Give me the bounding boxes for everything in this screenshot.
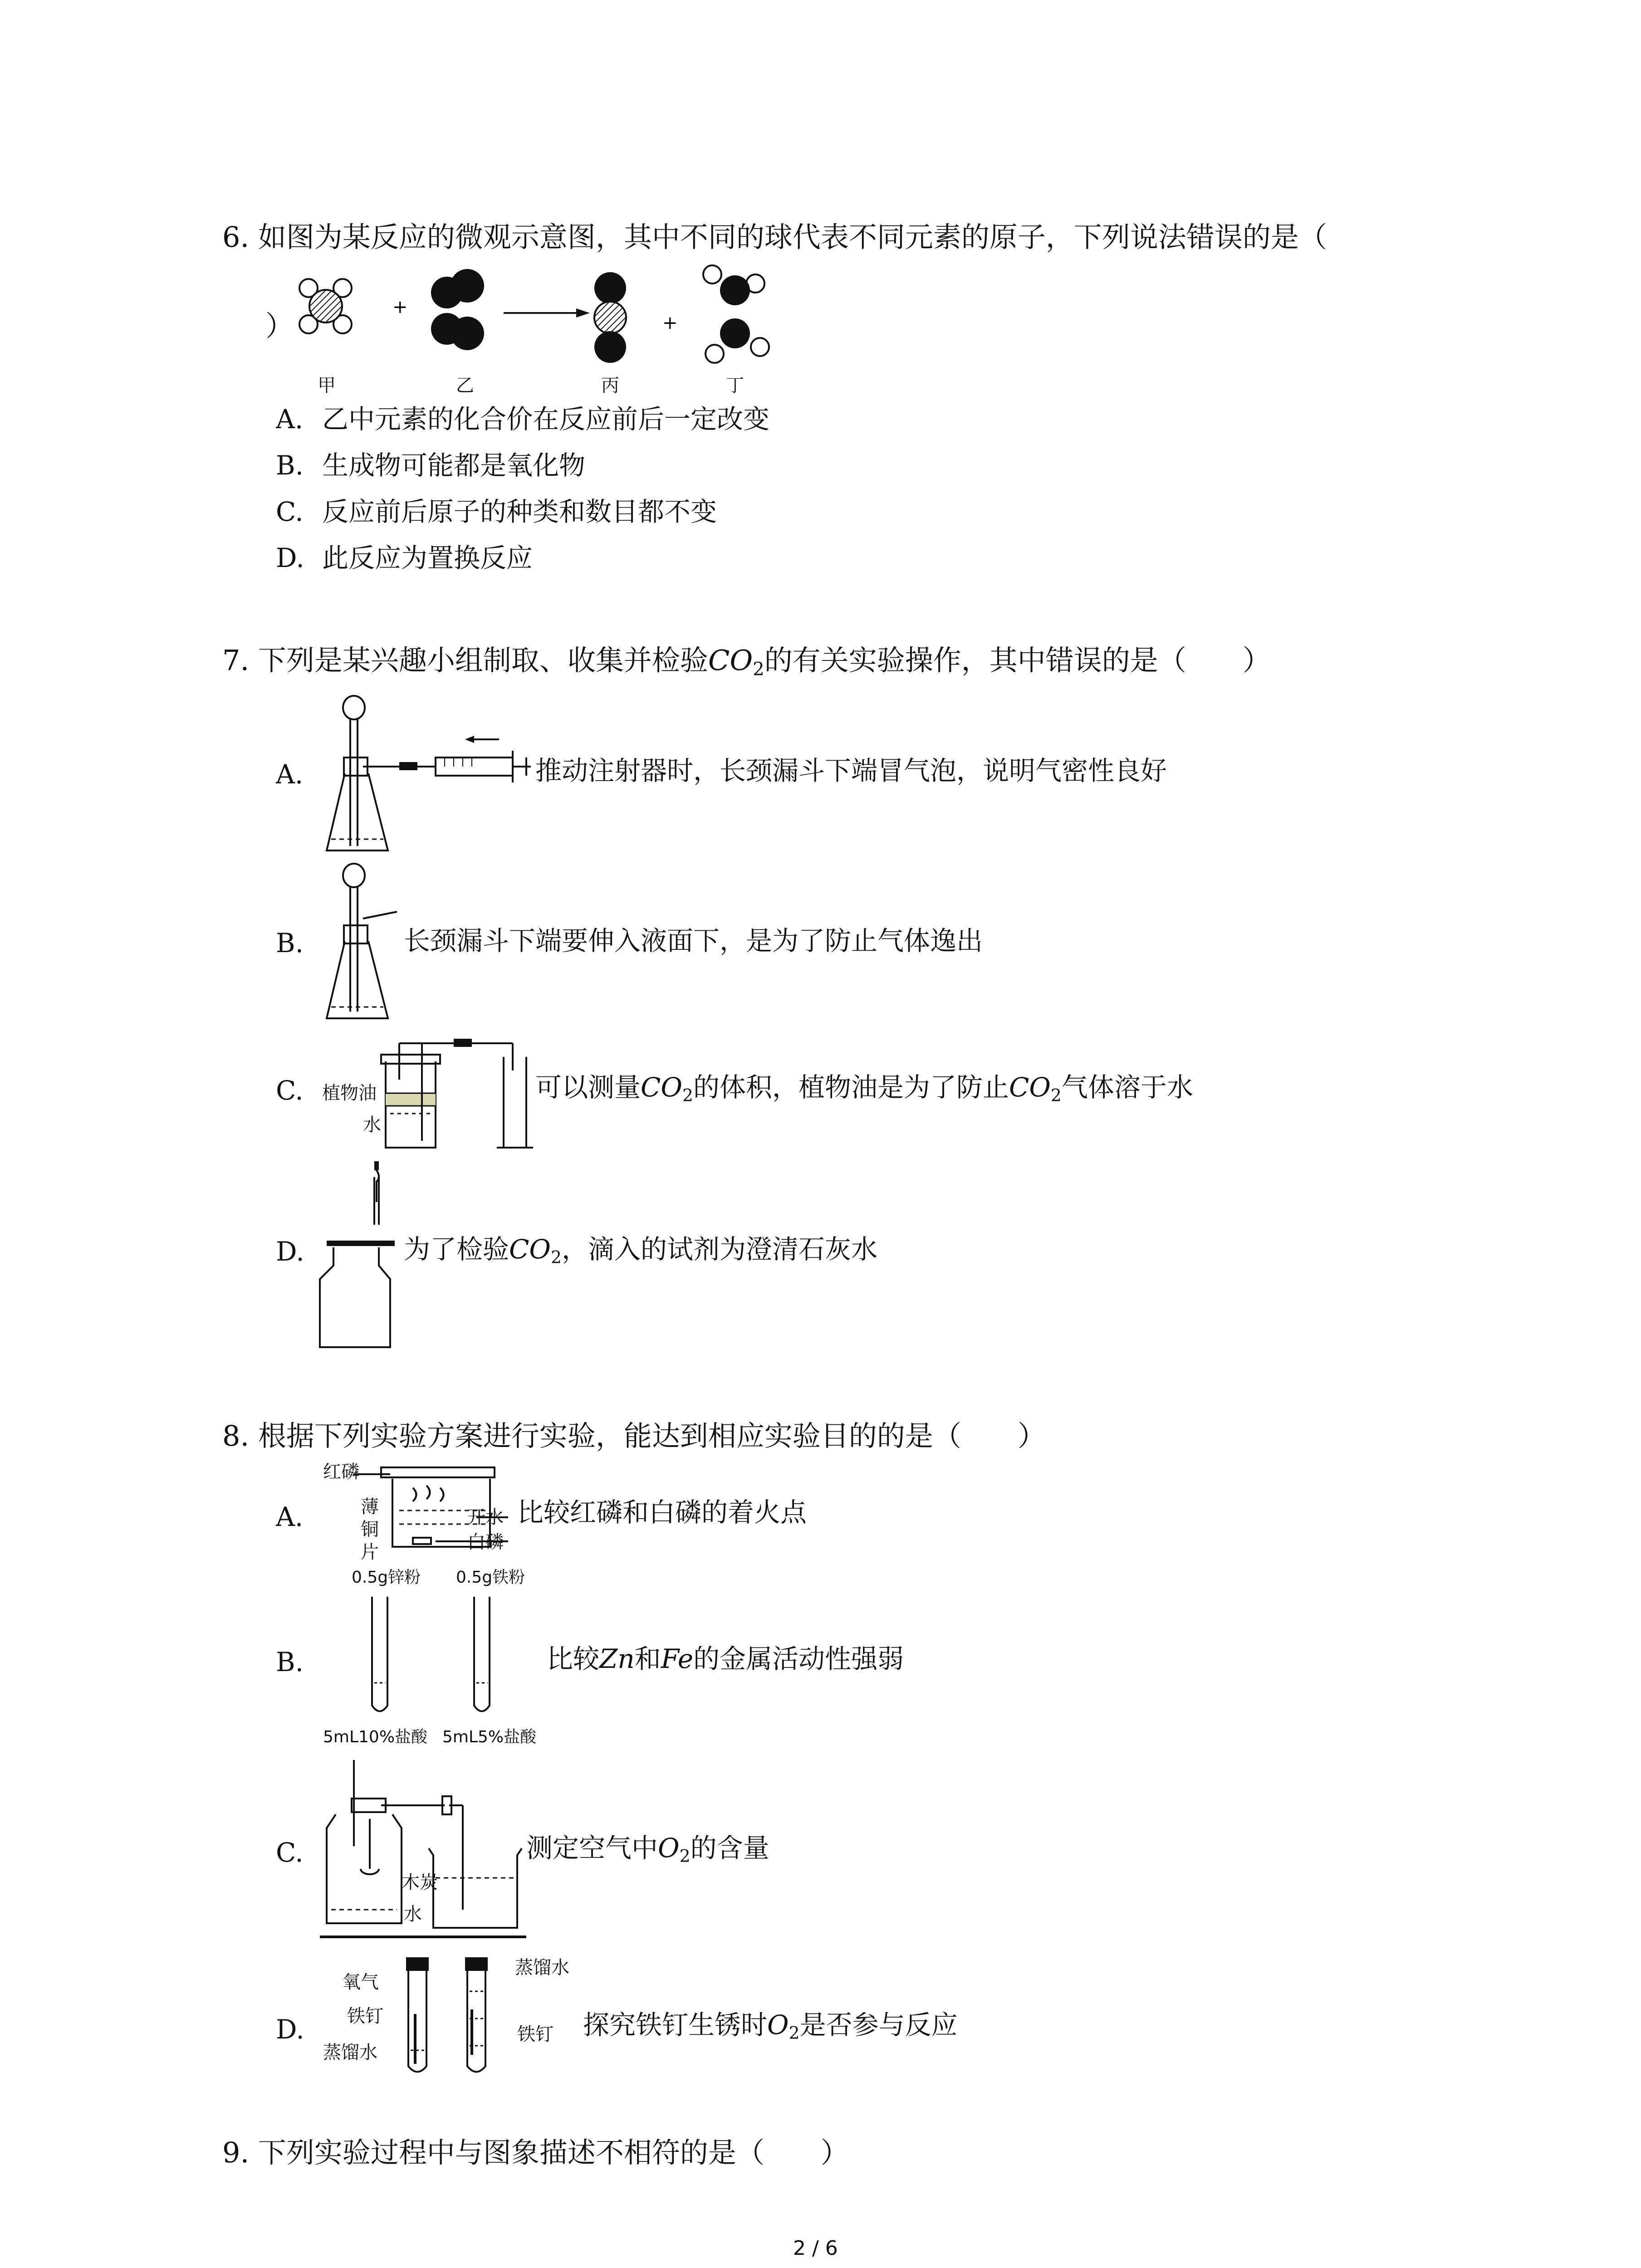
q6-stem-line1: 6. 如图为某反应的微观示意图，其中不同的球代表不同元素的原子，下列说法错误的是（ (222, 220, 1327, 254)
q8d-o2: O (767, 2009, 789, 2040)
q8-option-d-letter: D. (276, 2014, 304, 2045)
q8-option-b-letter: B. (276, 1647, 304, 1677)
q8d-label-dw2: 蒸馏水 (515, 1957, 569, 1978)
q8b-text-c: 的金属活动性强弱 (693, 1643, 904, 1674)
q8d-label-nail2: 铁钉 (517, 2024, 554, 2045)
q8a-label-white-p: 白磷 (467, 1532, 504, 1553)
q8c-air-measure-apparatus (318, 1755, 535, 1937)
q7c-co2-2-sub: 2 (1050, 1085, 1062, 1105)
q7d-co2: CO (509, 1234, 551, 1265)
q7-stem-b: 的有关实验操作，其中错误的是（ ） (764, 644, 1271, 677)
molecule-bing (594, 272, 626, 363)
q8b-label-zn-powder: 0.5g锌粉 (352, 1568, 421, 1587)
q7c-label-water: 水 (363, 1114, 381, 1135)
q7d-text-a: 为了检验 (404, 1234, 509, 1265)
q8d-text-a: 探究铁钉生锈时 (583, 2009, 768, 2040)
q8b-test-tubes (354, 1592, 499, 1719)
q8d-label-oxygen: 氧气 (343, 1972, 379, 1993)
q7d-dropper-bottle (318, 1157, 408, 1356)
q8-option-b-text (547, 1643, 904, 1674)
q8-stem: 8. 根据下列实验方案进行实验，能达到相应实验目的的是（ ） (222, 1419, 1046, 1452)
q7c-text-c: 气体溶于水 (1061, 1072, 1193, 1103)
q8b-zn: Zn (599, 1643, 635, 1674)
q7a-flask-syringe-apparatus (318, 694, 535, 866)
q7-option-b-text: 长颈漏斗下端要伸入液面下，是为了防止气体逸出 (404, 925, 983, 956)
molecule-ding (703, 265, 769, 363)
label-jia: 甲 (318, 375, 336, 396)
q6-stem-line2: ） (265, 309, 294, 342)
q7c-text-b: 的体积，植物油是为了防止 (693, 1072, 1009, 1103)
q7c-text-a: 可以测量 (535, 1072, 641, 1103)
q6-option-a-letter: A. (276, 404, 304, 435)
q8a-label-red-p: 红磷 (323, 1461, 359, 1482)
q7c-label-oil: 植物油 (322, 1083, 377, 1104)
q8d-label-dw1: 蒸馏水 (323, 2042, 377, 2063)
q8d-label-nail1: 铁钉 (347, 2006, 383, 2027)
q7d-co2-sub: 2 (550, 1247, 562, 1267)
q7-option-d-text (404, 1236, 877, 1266)
q8-option-c-text (526, 1835, 769, 1865)
q7c-co2-1: CO (641, 1072, 682, 1103)
q8b-text-b: 和 (634, 1643, 661, 1674)
q7-option-d-letter: D. (276, 1236, 304, 1267)
q8a-label-copper-3: 片 (361, 1542, 379, 1563)
q8a-label-copper-2: 铜 (361, 1519, 379, 1540)
q6-option-c-letter: C. (276, 496, 304, 527)
q7-option-a-letter: A. (276, 759, 304, 790)
q8b-text-a: 比较 (547, 1643, 600, 1674)
q8c-o2: O (658, 1833, 680, 1863)
q8d-rust-test-tubes (399, 1955, 508, 2077)
q8-option-a-letter: A. (276, 1501, 304, 1532)
q7-option-c-letter: C. (276, 1075, 304, 1106)
q7-stem (222, 646, 1271, 679)
plus-sign-2: + (662, 313, 678, 333)
q8c-label-water: 水 (404, 1904, 422, 1925)
q8a-label-copper-1: 薄 (361, 1496, 379, 1517)
q7-co2-sub: 2 (753, 658, 764, 680)
plus-sign-1: + (392, 297, 408, 318)
q6-option-c-text: 反应前后原子的种类和数目都不变 (322, 496, 717, 527)
q6-option-d-letter: D. (276, 543, 304, 573)
q8c-label-charcoal: 木炭 (402, 1872, 438, 1893)
q8b-label-fe-powder: 0.5g铁粉 (456, 1568, 525, 1587)
q8c-text-b: 的含量 (690, 1833, 769, 1863)
molecule-jia (299, 279, 352, 333)
label-bing: 丙 (601, 375, 619, 396)
page-number: 2 / 6 (793, 2237, 838, 2260)
q6-option-b-letter: B. (276, 450, 304, 481)
q8-option-d-text (583, 2009, 958, 2043)
molecule-yi (431, 269, 484, 350)
q7c-co2-1-sub: 2 (682, 1085, 693, 1105)
q7b-flask-apparatus (318, 862, 408, 1034)
q8c-text-a: 测定空气中 (526, 1833, 658, 1863)
q8c-o2-sub: 2 (679, 1846, 691, 1866)
q8a-label-hot-water: 开水 (467, 1507, 504, 1528)
q8-option-a-text: 比较红磷和白磷的着火点 (517, 1497, 807, 1528)
q7-option-b-letter: B. (276, 928, 304, 958)
q7-option-c-text (535, 1074, 1193, 1104)
q8d-o2-sub: 2 (789, 2023, 800, 2043)
q7-option-a-text: 推动注射器时，长颈漏斗下端冒气泡，说明气密性良好 (535, 755, 1167, 786)
q6-option-d-text: 此反应为置换反应 (322, 543, 533, 573)
q8b-label-acid1: 5mL10%盐酸 (323, 1728, 428, 1746)
q7c-co2-2: CO (1009, 1072, 1051, 1103)
label-yi: 乙 (456, 375, 474, 396)
q8b-label-acid2: 5mL5%盐酸 (442, 1728, 537, 1746)
q6-option-b-text: 生成物可能都是氧化物 (322, 450, 586, 481)
q7d-text-b: ，滴入的试剂为澄清石灰水 (561, 1234, 877, 1265)
label-ding: 丁 (726, 375, 744, 396)
q8b-fe: Fe (661, 1643, 694, 1674)
q9-stem: 9. 下列实验过程中与图象描述不相符的是（ ） (222, 2136, 849, 2169)
q8d-text-b: 是否参与反应 (799, 2009, 958, 2040)
q6-option-a-text: 乙中元素的化合价在反应前后一定改变 (322, 404, 770, 435)
q8-option-c-letter: C. (276, 1837, 304, 1868)
q7-co2: CO (708, 644, 753, 677)
q7-stem-a: 7. 下列是某兴趣小组制取、收集并检验 (222, 644, 708, 677)
